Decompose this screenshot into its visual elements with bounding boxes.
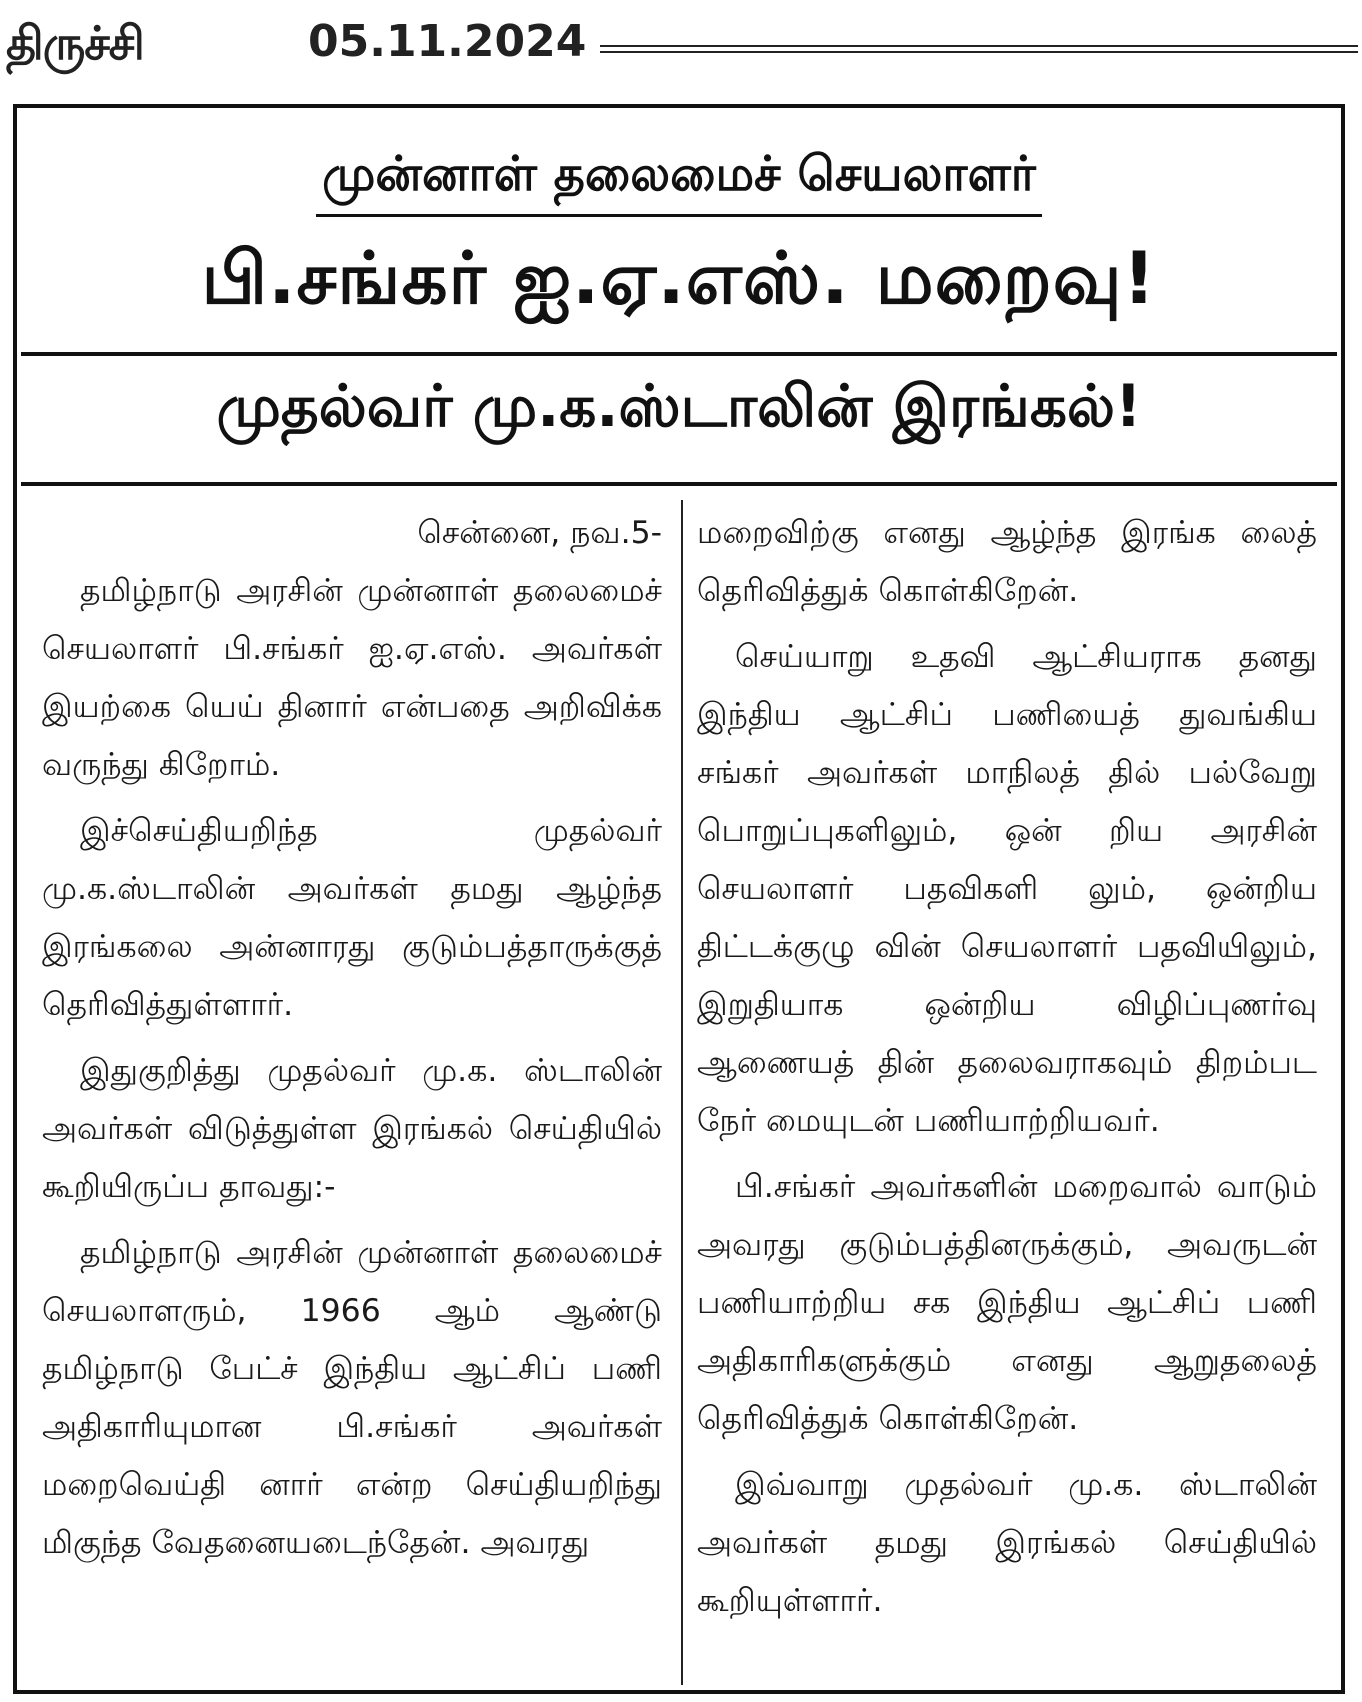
paragraph: இதுகுறித்து முதல்வர் மு.க. ஸ்டாலின் அவர்கள் விடுத்துள்ள இரங்கல் செய்தியில் கூறியிருப்ப தாவது:- (42, 1053, 662, 1205)
paragraph: பி.சங்கர் அவர்களின் மறைவால் வாடும் அவரது குடும்பத்தினருக்கும், அவருடன் பணியாற்றிய சக இந்திய ஆட்சிப் பணி அதிகாரிகளுக்கும் எனது ஆறுதலைத் தெரிவித்துக் கொள்கிறேன். (697, 1169, 1317, 1437)
masthead-city: திருச்சி (6, 16, 144, 70)
left-column (42, 504, 662, 1580)
paragraph: இச்செய்தியறிந்த முதல்வர் மு.க.ஸ்டாலின் அவர்கள் தமது ஆழ்ந்த இரங்கலை அன்னாரது குடும்பத்தாருக்குத் தெரிவித்துள்ளார். (42, 813, 662, 1023)
article-subheadline: முதல்வர் மு.க.ஸ்டாலின் இரங்கல்! (216, 372, 1142, 440)
right-column (697, 504, 1317, 1638)
masthead (0, 0, 1362, 96)
paragraph: தமிழ்நாடு அரசின் முன்னாள் தலைமைச் செயலாளரும், 1966 ஆம் ஆண்டு தமிழ்நாடு பேட்ச் இந்திய ஆட்சிப் பணி அதிகாரியுமான பி.சங்கர் அவர்கள் மறைவெய்தி னார் என்ற செய்தியறிந்து மிகுந்த வேதனையடைந்தேன். அவரது (42, 1235, 662, 1561)
article-body (17, 488, 1341, 1688)
article-kicker: முன்னாள் தலைமைச் செயலாளர் (316, 146, 1042, 217)
masthead-date: 05.11.2024 (308, 16, 587, 67)
column-divider (681, 500, 683, 1685)
paragraph-continuation: மறைவிற்கு எனது ஆழ்ந்த இரங்க லைத் தெரிவித்துக் கொள்கிறேன். (697, 515, 1317, 609)
masthead-rule (600, 45, 1358, 53)
article-headline: பி.சங்கர் ஐ.ஏ.எஸ். மறைவு! (201, 236, 1157, 320)
subheadline-divider (21, 482, 1337, 486)
dateline: சென்னை, நவ.5- (417, 515, 662, 551)
headline-divider (21, 352, 1337, 356)
paragraph: இவ்வாறு முதல்வர் மு.க. ஸ்டாலின் அவர்கள் தமது இரங்கல் செய்தியில் கூறியுள்ளார். (697, 1467, 1317, 1619)
article-frame (13, 104, 1345, 1694)
paragraph: செய்யாறு உதவி ஆட்சியராக தனது இந்திய ஆட்சிப் பணியைத் துவங்கிய சங்கர் அவர்கள் மாநிலத் தில் பல்வேறு பொறுப்புகளிலும், ஒன் றிய அரசின் செயலாளர் பதவிகளி லும், ஒன்றிய திட்டக்குழு வின் செயலாளர் பதவியிலும், இறுதியாக ஒன்றிய விழிப்புணர்வு ஆணையத் தின் தலைவராகவும் திறம்பட நேர் மையுடன் பணியாற்றியவர். (697, 639, 1317, 1139)
paragraph: தமிழ்நாடு அரசின் முன்னாள் தலைமைச் செயலாளர் பி.சங்கர் ஐ.ஏ.எஸ். அவர்கள் இயற்கை யெய் தினார் என்பதை அறிவிக்க வருந்து கிறோம். (42, 573, 662, 783)
